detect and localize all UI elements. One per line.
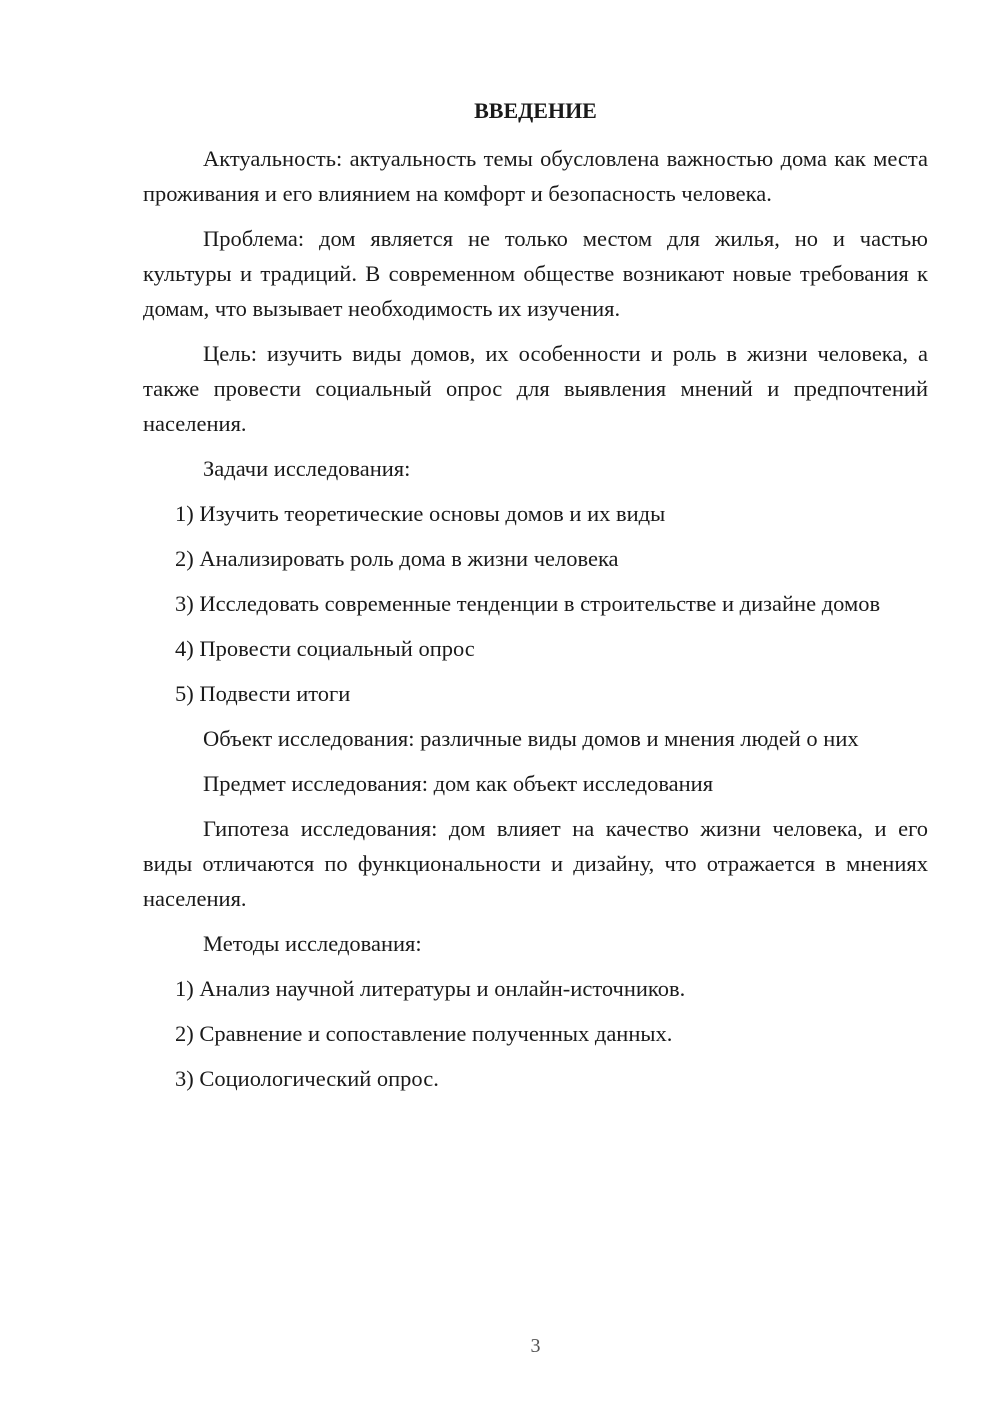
tasks-heading: Задачи исследования: xyxy=(203,456,411,481)
object-paragraph: Объект исследования: различные виды домов и мнения людей о них xyxy=(203,726,859,751)
task-item-4: 4) Провести социальный опрос xyxy=(175,636,475,661)
relevance-paragraph: Актуальность: актуальность темы обусловлена важностью дома как места проживания и его влиянием на комфорт и безопасность человека. xyxy=(143,146,928,206)
hypothesis-paragraph: Гипотеза исследования: дом влияет на качество жизни человека, и его виды отличаются по функциональности и дизайну, что отражается в мнениях населения. xyxy=(143,816,928,911)
goal-paragraph: Цель: изучить виды домов, их особенности и роль в жизни человека, а также провести социальный опрос для выявления мнений и предпочтений населения. xyxy=(143,341,928,436)
section-title: ВВЕДЕНИЕ xyxy=(474,98,597,123)
page-number: 3 xyxy=(530,1335,541,1357)
methods-heading: Методы исследования: xyxy=(203,931,422,956)
subject-paragraph: Предмет исследования: дом как объект исследования xyxy=(203,771,714,796)
method-item-1: 1) Анализ научной литературы и онлайн-источников. xyxy=(175,976,686,1001)
method-item-3: 3) Социологический опрос. xyxy=(175,1066,439,1091)
task-item-5: 5) Подвести итоги xyxy=(175,681,351,706)
task-item-2: 2) Анализировать роль дома в жизни человека xyxy=(175,546,619,571)
method-item-2: 2) Сравнение и сопоставление полученных данных. xyxy=(175,1021,673,1046)
problem-paragraph: Проблема: дом является не только местом для жилья, но и частью культуры и традиций. В современном обществе возникают новые требования к домам, что вызывает необходимость их изучения. xyxy=(143,226,928,321)
document-body xyxy=(143,141,928,1106)
task-item-3: 3) Исследовать современные тенденции в строительстве и дизайне домов xyxy=(175,591,881,616)
task-item-1: 1) Изучить теоретические основы домов и их виды xyxy=(175,501,666,526)
document-page xyxy=(143,0,928,1414)
